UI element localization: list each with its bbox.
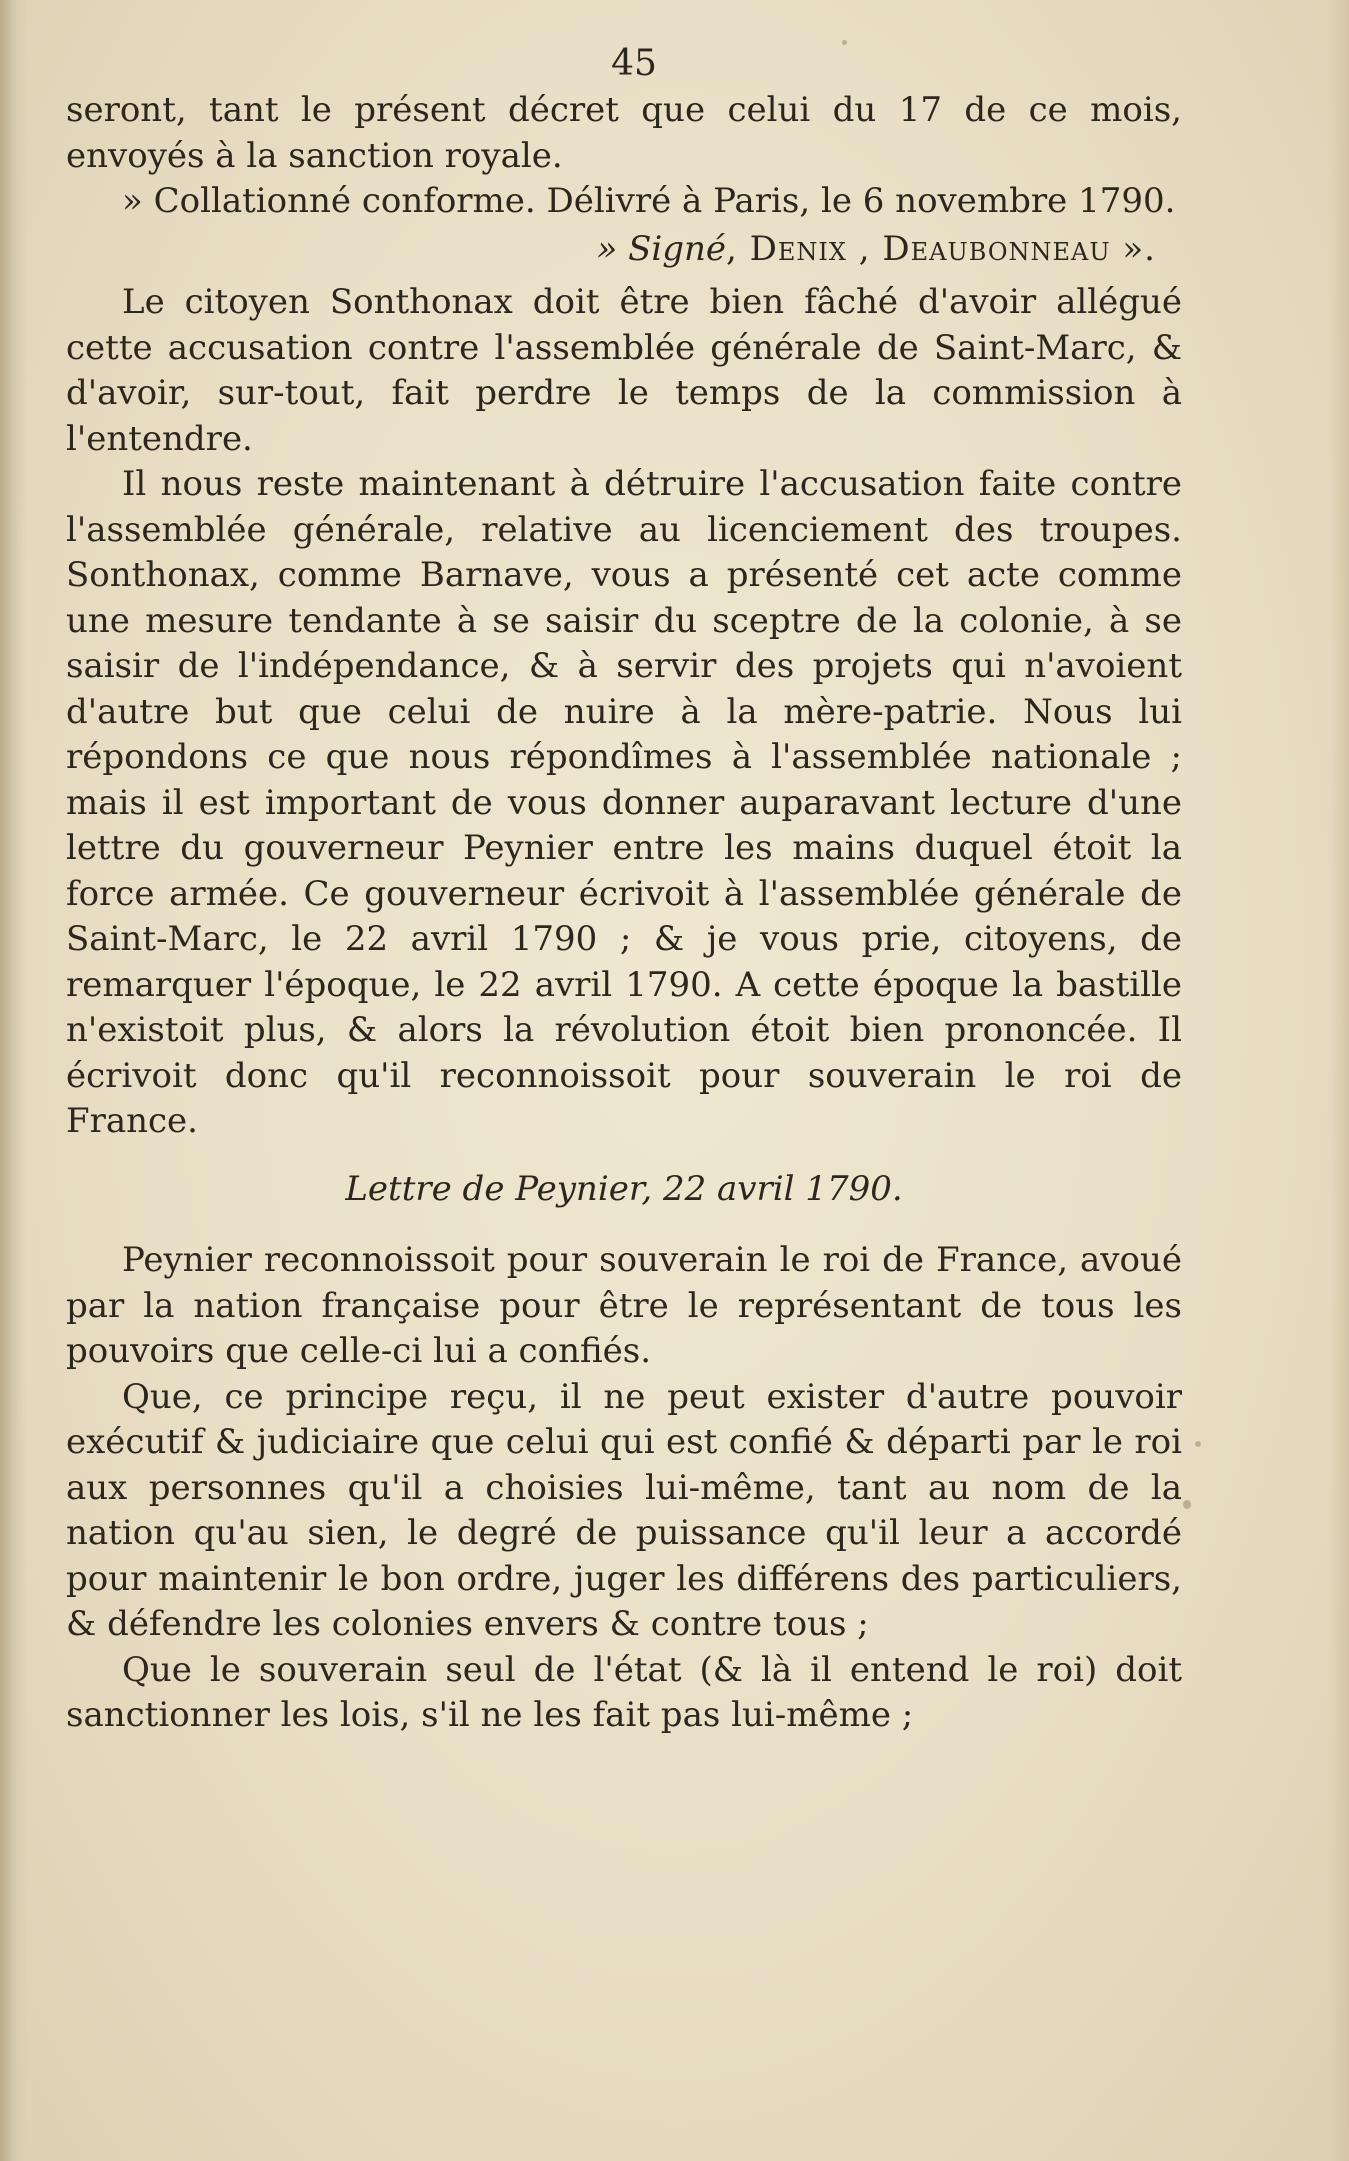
signature-names: , Denix , Deaubonneau ». (726, 228, 1156, 269)
paragraph-sonthonax: Le citoyen Sonthonax doit être bien fâché d'avoir allégué cette accusation contre l'assemblée générale de Saint-Marc, & d'avoir, sur-tout, fait perdre le temps de la commission à l'entendre. (66, 282, 1182, 459)
page-text (66, 40, 1182, 1739)
foxing-spot (1183, 1500, 1191, 1509)
letter-date: 22 avril 1790. (662, 1168, 903, 1209)
paragraph-decree-end: seront, tant le présent décret que celui du 17 de ce mois, envoyés à la sanction royale. (66, 90, 1182, 176)
letter-paragraph-1: Peynier reconnoissoit pour souverain le roi de France, avoué par la nation française pour être le représentant de tous les pouvoirs que celle-ci lui a confiés. (66, 1240, 1182, 1371)
page-gutter-shadow (0, 0, 28, 2161)
letter-paragraph-2: Que, ce principe reçu, il ne peut exister d'autre pouvoir exécutif & judiciaire que celui qui est confié & départi par le roi aux personnes qu'il a choisies lui-même, tant au nom de la nation qu'au sien, le degré de puissance qu'il leur a accordé pour maintenir le bon ordre, juger les différens des particuliers, & défendre les colonies envers & contre tous ; (66, 1376, 1182, 1644)
foxing-spot (1195, 1441, 1201, 1447)
signature-label: » Signé (596, 228, 727, 269)
signature-line (66, 227, 1182, 273)
letter-heading (66, 1167, 1182, 1213)
letter-paragraph-3: Que le souverain seul de l'état (& là il entend le roi) doit sanctionner les lois, s'il ne les fait pas lui-même ; (66, 1649, 1182, 1735)
paragraph-accusation: Il nous reste maintenant à détruire l'accusation faite contre l'assemblée générale, relative au licenciement des troupes. Sonthonax, comme Barnave, vous a présenté cet acte comme une mesure tendante à se saisir du sceptre de la colonie, à se saisir de l'indépendance, & à servir des projets qui n'avoient d'autre but que celui de nuire à la mère-patrie. Nous lui répondons ce que nous répondîmes à l'assemblée nationale ; mais il est important de vous donner auparavant lecture d'une lettre du gouverneur Peynier entre les mains duquel étoit la force armée. Ce gouverneur écrivoit à l'assemblée générale de Saint-Marc, le 22 avril 1790 ; & je vous prie, citoyens, de remarquer l'époque, le 22 avril 1790. A cette époque la bastille n'existoit plus, & alors la révolution étoit bien prononcée. Il écrivoit donc qu'il reconnoissoit pour souverain le roi de France. (66, 464, 1182, 1141)
page-edge-shadow (1329, 0, 1349, 2161)
letter-title: Lettre de Peynier, (345, 1168, 653, 1209)
paragraph-collationne: » Collationné conforme. Délivré à Paris, le 6 novembre 1790. (122, 181, 1176, 221)
page-number: 45 (611, 43, 657, 84)
